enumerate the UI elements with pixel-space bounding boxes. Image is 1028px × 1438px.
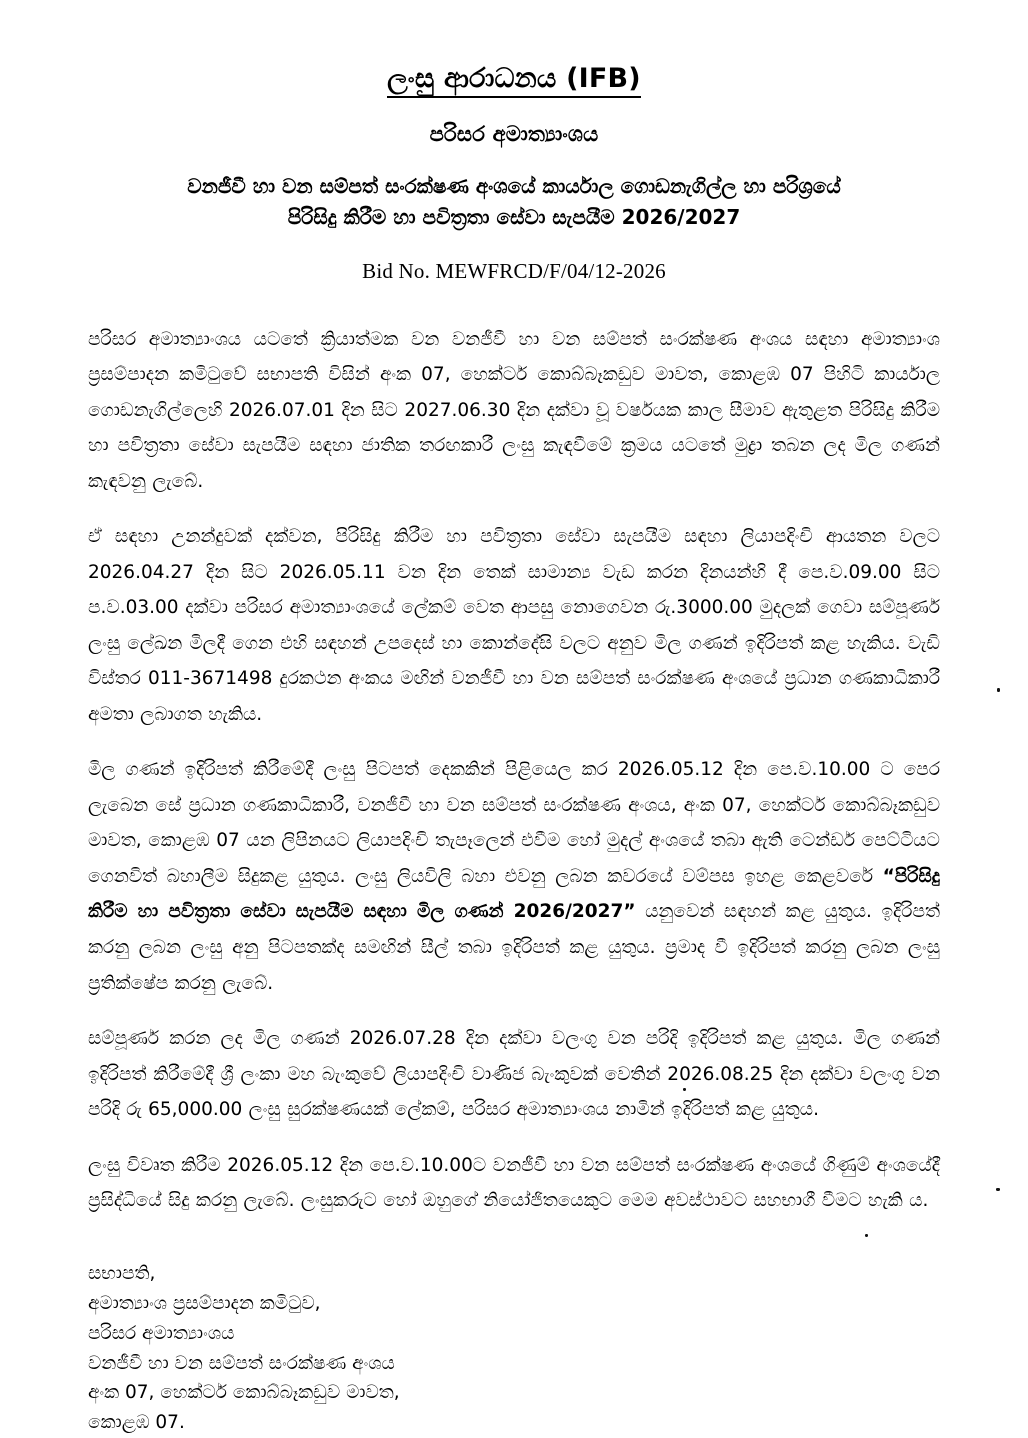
paragraph-3-part-2: යනුවෙන් සඳහන් කළ යුතුය. ඉදිරිපත් කරනු ලබන ලංසු අනු පිටපතක්ද සමඟින් සීල් තබා ඉදිරිපත් කළ යුතුය. ප්‍රමාද වී ඉදිරිපත් කරනු ලබන ලංසු ප්‍රතික්ෂේප කරනු ලැබේ. <box>88 901 940 994</box>
envelope-marking-quote: “පිරිසිදු කිරීම හා පවිත්‍රතා සේවා සැපයීම සඳහා මිල ගණන් 2026/2027” <box>88 865 940 923</box>
paragraph-1: පරිසර අමාත්‍යාංශය යටතේ ක්‍රියාත්මක වන වනජීවී හා වන සම්පත් සංරක්ෂණ අංශය සඳහා අමාත්‍යාංශ ප්‍රසම්පාදන කමිටුවේ සභාපති විසින් අංක 07, හෙක්ටර් කොබ්බෑකඩුව මාවත, කොළඹ 07 පිහිටි කාර්යාල ගොඩනැගිල්ලෙහි 2026.07.01 දින සිට 2027.06.30 දින දක්වා වූ වර්ෂයක කාල සීමාව ඇතුළත පිරිසිදු කිරීම හා පවිත්‍රතා සේවා සැපයීම සඳහා ජාතික තරඟකාරී ලංසු කැඳවීමේ ක්‍රමය යටතේ මුද්‍රා තබන ලද මිල ගණන් කැඳවනු ලැබේ. <box>88 328 940 492</box>
document-heading-line-2: පිරිසිදු කිරීම හා පවිත්‍රතා සේවා සැපයීම 2026/2027 <box>287 204 741 229</box>
paragraph-3-part-1: මිල ගණන් ඉදිරිපත් කිරීමේදී ලංසු පිටපත් දෙකකින් පිළියෙල කර 2026.05.12 දින පෙ.ව.10.00 ට පෙර ලැබෙන සේ ප්‍රධාන ගණකාධිකාරී, වනජීවී හා වන සම්පත් සංරක්ෂණ අංශය, අංක 07, හෙක්ටර් කොබ්බෑකඩුව මාවත, කොළඹ 07 යන ලිපිනයට ලියාපදිංචි තැපෑලෙන් එවීම හෝ මුදල් අංශයේ තබා ඇති ටෙන්ඩර් පෙට්ටියට ගෙනවිත් බහාලීම සිදුකළ යුතුය. ලංසු ලියවිලි බහා එවනු ලබන කවරයේ වම්පස ඉහළ කෙළවරේ <box>88 759 940 887</box>
scan-speckle <box>996 1188 1000 1191</box>
paragraph-3 <box>88 752 940 1001</box>
scan-speckle <box>683 1088 686 1091</box>
signature-line-3: පරිසර අමාත්‍යාංශය <box>88 1322 235 1344</box>
document-heading <box>88 171 940 233</box>
document-heading-line-1: වනජීවී හා වන සම්පත් සංරක්ෂණ අංශයේ කාර්යාල ගොඩනැගිල්ල හා පරිශ්‍රයේ <box>187 173 841 198</box>
page-title <box>88 62 940 96</box>
signature-line-6: කොළඹ 07. <box>88 1412 185 1434</box>
signature-line-1: සභාපති, <box>88 1262 156 1284</box>
body-paragraphs <box>88 322 940 1219</box>
paragraph-4: සම්පූර්ණ කරන ලද මිල ගණන් 2026.07.28 දින දක්වා වලංගු වන පරිදි ඉදිරිපත් කළ යුතුය. මිල ගණන් ඉදිරිපත් කිරීමේදී ශ්‍රී ලංකා මහ බැංකුවේ ලියාපදිංචි වාණිජ බැංකුවක් වෙතින් 2026.08.25 දින දක්වා වලංගු වන පරිදි රු 65,000.00 ලංසු සුරක්ෂණයක් ලේකම්, පරිසර අමාත්‍යාංශය නාමින් ඉදිරිපත් කළ යුතුය. <box>88 1028 940 1121</box>
bid-number: Bid No. MEWFRCD/F/04/12-2026 <box>362 258 666 283</box>
ministry-name: පරිසර අමාත්‍යාංශය <box>429 121 599 146</box>
signature-line-4: වනජීවී හා වන සම්පත් සංරක්ෂණ අංශය <box>88 1352 395 1374</box>
signature-block <box>88 1259 940 1438</box>
scan-speckle <box>865 1234 868 1237</box>
paragraph-2: ඒ සඳහා උනන්දුවක් දක්වන, පිරිසිදු කිරීම හා පවිත්‍රතා සේවා සැපයීම සඳහා ලියාපදිංචි ආයතන වලට 2026.04.27 දින සිට 2026.05.11 වන දින තෙක් සාමාන්‍ය වැඩ කරන දිනයන්හි දී පෙ.ව.09.00 සිට ප.ව.03.00 දක්වා පරිසර අමාත්‍යාංශයේ ලේකම් වෙත ආපසු නොගෙවන රු.3000.00 මුදලක් ගෙවා සම්පූර්ණ ලංසු ලේඛන මිලදී ගෙන එහි සඳහන් උපදෙස් හා කොන්දේසි වලට අනුව මිල ගණන් ඉදිරිපත් කළ හැකිය. වැඩි විස්තර 011-3671498 දුරකථන අංකය මඟින් වනජීවී හා වන සම්පත් සංරක්ෂණ අංශයේ ප්‍රධාන ගණකාධිකාරී අමතා ලබාගත හැකිය. <box>88 526 940 725</box>
signature-line-2: අමාත්‍යාංශ ප්‍රසම්පාදන කමිටුව, <box>88 1292 321 1314</box>
scan-speckle <box>997 688 1000 692</box>
document-body <box>88 0 940 1438</box>
page-title-text: ලංසු ආරාධනය (IFB) <box>387 63 641 98</box>
signature-line-5: අංක 07, හෙක්ටර් කොබ්බෑකඩුව මාවත, <box>88 1382 400 1404</box>
paragraph-5: ලංසු විවෘත කිරීම 2026.05.12 දින පෙ.ව.10.00ට වනජීවී හා වන සම්පත් සංරක්ෂණ අංශයේ ගිණුම් අංශයේදී ප්‍රසිද්ධියේ සිදු කරනු ලැබේ. ලංසුකරුට හෝ ඔහුගේ නියෝජිතයෙකුට මෙම අවස්ථාවට සහභාගී වීමට හැකි ය. <box>88 1154 940 1212</box>
